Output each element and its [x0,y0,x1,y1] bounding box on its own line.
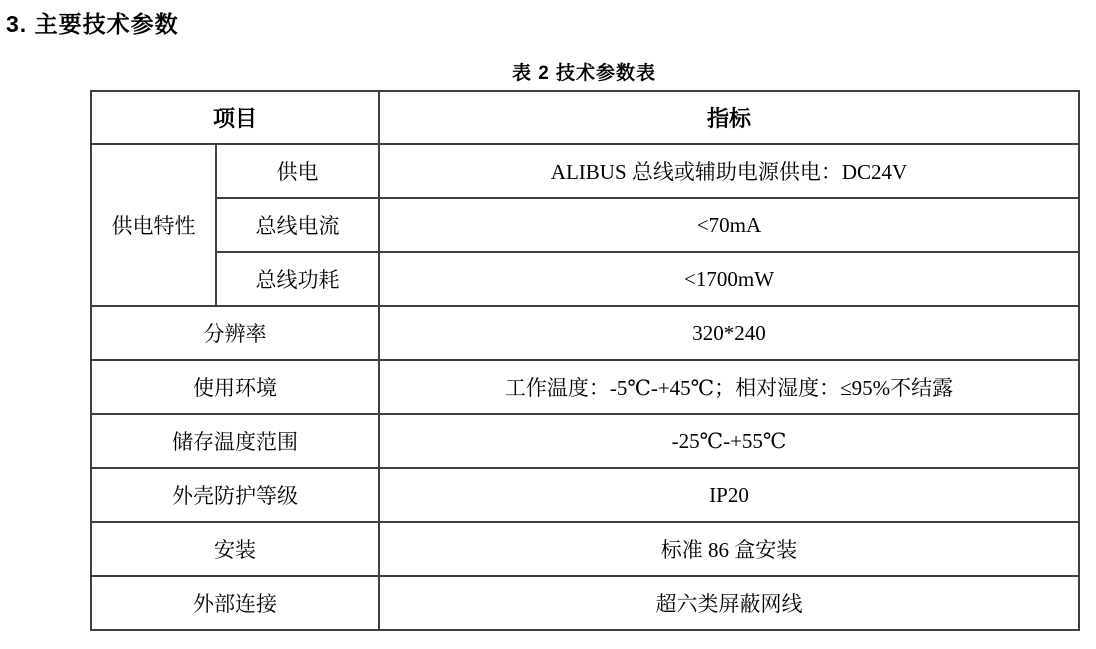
table-row [91,144,1079,198]
row-item: 储存温度范围 [91,414,379,468]
table-row [91,252,1079,306]
table-caption: 表 2 技术参数表 [511,63,657,84]
table-row [91,414,1079,468]
row-value: 超六类屏蔽网线 [379,576,1079,630]
row-value: 标准 86 盒安装 [379,522,1079,576]
table-row [91,522,1079,576]
row-item: 外部连接 [91,576,379,630]
row-value: <70mA [379,198,1079,252]
row-item: 安装 [91,522,379,576]
row-item: 供电 [216,144,379,198]
row-value: 工作温度：-5℃-+45℃；相对湿度：≤95%不结露 [379,360,1079,414]
row-value: 320*240 [379,306,1079,360]
header-cell-item: 项目 [91,91,379,144]
section-heading: 3. 主要技术参数 [6,11,179,37]
table-row [91,360,1079,414]
header-cell-indicator: 指标 [379,91,1079,144]
table-row [91,198,1079,252]
row-item: 外壳防护等级 [91,468,379,522]
table-row [91,306,1079,360]
technical-parameters-table [90,90,1080,631]
row-value: -25℃-+55℃ [379,414,1079,468]
table-header-row [91,91,1079,144]
row-group-label: 供电特性 [91,144,216,306]
row-item: 总线功耗 [216,252,379,306]
table-row [91,468,1079,522]
row-item: 使用环境 [91,360,379,414]
row-value: IP20 [379,468,1079,522]
row-item: 总线电流 [216,198,379,252]
row-value: <1700mW [379,252,1079,306]
row-value: ALIBUS 总线或辅助电源供电：DC24V [379,144,1079,198]
row-item: 分辨率 [91,306,379,360]
table-row [91,576,1079,630]
